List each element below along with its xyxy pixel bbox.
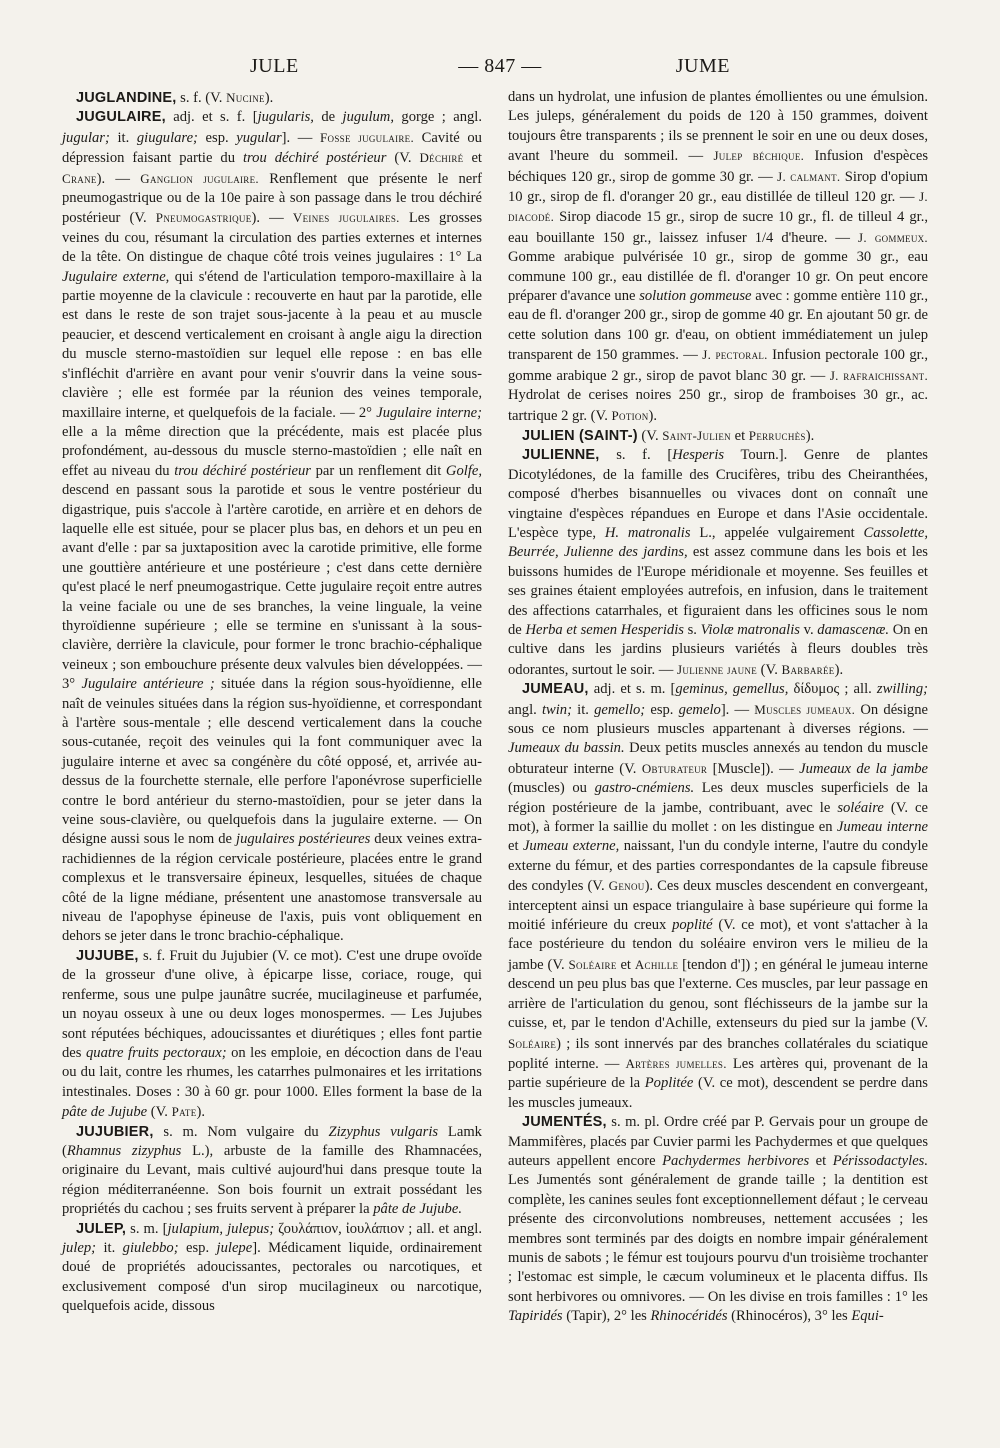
italic-text: jugular; [62,129,110,146]
small-caps-text: Pneumogastrique [155,210,252,226]
headword: JULIENNE, [522,447,600,464]
entry-julep [62,1220,482,1317]
entry-text: ) ; ils sont innervés par des branches collatérales du sciatique poplité interne. — [508,1035,928,1072]
entry-text: (Rhinocéros), 3° les [727,1308,852,1325]
italic-text: poplité [672,917,713,934]
right-column [508,88,928,1327]
italic-text: Poplitée [644,1075,694,1092]
header-left-guideword: JULE [250,55,299,77]
italic-text: Golfe, [445,462,482,479]
italic-text: julepe [216,1239,253,1256]
small-caps-text: Artères jumelles. [625,1055,727,1071]
entry-text: ζουλάπιον, ἰουλάπιον ; all. et angl. [274,1220,482,1237]
italic-text: julep; [62,1239,97,1256]
entry-text: située dans la région sous-hyoïdienne, elle naît de veinules situées dans la région sus-hyoïdienne, et correspondant à l'artère sous-mentale ; elle descend verticalement dans la couche sous-cutanée, reçoit des veinules qui la font communiquer avec la jugulaire interne et avec sa congénère du côté opposé, et, arrivée au-dessus de la fourchette sternale, elle perfore l'aponévrose superficielle contre le bord antérieur du sterno-mastoïdien, pour se jeter dans la veine sous-clavière, ou quelquefois dans la jugulaire externe. — On désigne aussi sous le nom de [62,676,482,848]
header-right-guideword: JUME [675,55,730,77]
italic-text: pâte de Jujube [62,1104,148,1121]
small-caps-text: Crane [62,170,97,186]
small-caps-text: Achille [634,956,679,972]
entry-text: Tourn.]. Genre de plantes Dicotylédones, de la famille des Crucifères, tribu des Cheiranthées, composé d'herbes bisannuelles ou vivaces dont on connaît une vingtaine d'espèces répandues en Europe et dans l'Asie occidentale. L'espèce type, [508,447,928,541]
italic-text: Hesperis [672,447,725,464]
entry-text: angl. [508,701,542,718]
italic-text: trou déchiré postérieur [242,150,387,167]
entry-text: s. f. (V. [176,90,227,106]
italic-text: giulebbo; [122,1239,179,1256]
italic-text: pâte de Jujube. [373,1201,462,1218]
entry-text: esp. [178,1239,217,1256]
entry-text: s. m. [ [126,1220,168,1237]
italic-text: Rhinocéridés [650,1308,728,1325]
entry-text: it. [109,129,137,146]
entry-text: ). Ces deux muscles descendent en convergeant, interceptent ainsi un espace triangulaire à base supérieure qui forme la moitié inférieure du creux [508,878,928,934]
italic-text: H. matronalis [604,524,691,541]
entry-text: Lamk ( [62,1123,482,1159]
entry-text: elle a la même direction que la précédente, mais est placée plus profondément, au-dessous du muscle sterno-mastoïdien ; elle naît en effet au niveau du [62,423,482,479]
entry-text: s. [683,621,701,638]
entry-text: dans un hydrolat, une infusion de plantes émollientes ou une émulsion. Les juleps, généralement du poids de 120 à 150 grammes, doivent toujours être transparents ; ils se prennent le soir en une ou deux doses, avant l'heure du sommeil. — [508,89,928,165]
entry-text: deux veines extra-rachidiennes de la région cervicale postérieure, placées entre le grand complexus et le transversaire épineux, lesquelles, situées de chaque côté de la ligne médiane, présentent une anastomose transversale au niveau de l'apophyse épineuse de l'axis, puis vont obliquement en dehors se jeter dans le tronc brachio-céphalique. [62,831,482,945]
small-caps-text: Muscles jumeaux. [754,701,856,717]
italic-text: Jugulaire interne; [376,404,482,421]
italic-text: Violæ matronalis [700,621,800,638]
entry-text: gorge ; angl. [394,109,483,126]
italic-text: Pachydermes herbivores [662,1152,810,1169]
italic-text: quatre fruits pectoraux; [85,1044,227,1061]
running-header [60,55,940,85]
entry-text: et [508,838,523,855]
entry-julien [508,426,928,446]
italic-text: Cassolette, Beurrée, Julienne des jardins, [508,524,928,561]
small-caps-text: Déchiré [419,150,464,166]
entry-text: (V. [637,427,663,444]
italic-text: geminus, gemellus, [675,681,789,698]
small-caps-text: Pate [171,1104,197,1120]
entry-text: Renflement que présente le nerf pneumogastrique ou de la 10e paire à son passage dans le trou déchiré postérieur (V. [62,170,483,227]
entry-text: esp. [197,129,237,146]
entry-text: L., appelée vulgairement [690,524,864,541]
entry-text: qui s'étend de l'articulation temporo-maxillaire à la partie moyenne de la clavicule : recouverte en haut par la parotide, elle est dans le reste de son trajet sous-jacente à la peau et au muscle peaucier, et descend verticalement en croisant à angle aigu la direction du muscle sterno-mastoïdien sur lequel elle repose : en bas elle s'infléchit d'arrière en avant pour venir s'ouvrir dans la veine sous-clavière ; elle est formée par la réunion des veines temporale, maxillaire interne, et quelquefois de la faciale. — 2° [62,268,482,421]
entry-text: (V. [147,1104,172,1121]
italic-text: Jumeaux de la jambe [799,760,928,777]
entry-text: (V. [386,150,420,167]
entry-text: ]. — [720,701,755,718]
entry-text: et [616,956,635,973]
entry-text: Gomme arabique pulvérisée 10 gr., sirop de gomme 30 gr., eau commune 100 gr., eau distillée de fl. d'oranger 10 gr. On peut encore préparer d'avance une [508,249,928,305]
small-caps-text: Potion [611,407,649,423]
small-caps-text: Veines jugulaires. [292,210,400,226]
italic-text: giugulare; [136,129,198,146]
entry-text: avec : gomme entière 110 gr., eau de fl. d'oranger 200 gr., sirop de gomme 40 gr. En ajoutant 50 gr. de cette solution dans 100 gr. d'eau, on obtient immédiatement un julep transparent de 150 grammes. — [508,288,928,364]
entry-julienne [508,446,928,680]
italic-text: Rhamnus zizyphus [66,1142,182,1159]
entry-text: esp. [645,701,679,718]
entry-text: ). [264,90,274,106]
entry-text: (Tapir), 2° les [562,1308,651,1325]
entry-text: Infusion d'espèces béchiques 120 gr., sirop de gomme 30 gr. — [508,148,928,185]
entry-juglandine [62,88,482,108]
entry-text: ]. Médicament liquide, ordinairement doué de propriétés adoucissantes, pectorales ou narcotiques, et exclusivement composé d'un sirop mucilagineux ou narcotique, quelquefois acide, dissous [62,1239,482,1315]
entry-text: ). [805,427,815,444]
entry-text: it. [571,701,595,718]
italic-text: julapium, julepus; [167,1220,275,1237]
entry-text: par un renflement dit [310,462,446,479]
entry-text: Infusion pectorale 100 gr., gomme arabique 2 gr., sirop de pavot blanc 30 gr. — [508,347,929,384]
small-caps-text: Obturateur [641,760,708,776]
italic-text: Périssodactyles. [832,1152,928,1169]
italic-text: twin; [541,701,572,718]
entry-jugulaire [62,108,482,946]
small-caps-text: Julep béchique. [713,148,805,164]
entry-text: s. m. pl. Ordre créé par P. Gervais pour un groupe de Mammifères, placés par Cuvier parmi les Pachydermes et que quelques auteurs appellent encore [508,1114,928,1169]
small-caps-text: J. calmant. [777,168,841,184]
entry-text: [Muscle]). — [707,760,800,777]
italic-text: Equi- [851,1308,884,1325]
entry-jumeau [508,680,928,1113]
entry-text: on les emploie, en décoction dans de l'eau ou du lait, contre les rhumes, les catarrhes pulmonaires et les irritations intestinales. Doses : 30 à 60 gr. pour 1000. Elles forment la base de la [62,1044,483,1100]
italic-text: Tapiridés [508,1308,563,1325]
small-caps-text: J. rafraichissant. [829,367,928,383]
italic-text: jugulum, [342,109,394,126]
headword: JUGLANDINE, [76,90,177,106]
entry-text: Les Jumentés sont généralement de grande taille ; la dentition est complète, les canines seules font exceptionnellement défaut ; le cerveau présente des circonvolutions nombreuses, nettement accusées ; les membres sont terminés par des doigts en nombre impair généralement munis de sabots ; le fémur est toujours pourvu d'un troisième trochanter ; l'estomac est simple, le cæcum volumineux et le placenta diffus. Ils sont herbivores ou omnivores. — On les divise en trois familles : 1° les [508,1172,928,1305]
entry-text: ). [648,407,658,424]
entry-text: Sirop diacode 15 gr., sirop de sucre 10 gr., fl. de tilleul 4 gr., eau bouillante 150 gr., laissez infuser 1/4 d'heure. — [508,209,928,246]
small-caps-text: J. pectoral. [702,347,768,363]
entry-text: Cavité ou dépression faisant partie du [62,129,482,167]
entry-jujubier [62,1123,482,1220]
small-caps-text: Perruchès [748,427,806,443]
small-caps-text: J. diacodé. [508,189,928,225]
entry-text: Les artères qui, provenant de la partie supérieure de la [508,1055,928,1092]
small-caps-text: Soléaire [508,1035,557,1051]
italic-text: Jumeau interne [836,819,928,836]
small-caps-text: Saint-Julien [662,427,731,443]
entry-text: Sirop d'opium 10 gr., sirop de fl. d'oranger 20 gr., eau distillée de tilleul 120 gr. — [508,168,928,206]
entry-julep-cont [508,88,928,426]
small-caps-text: Genou [608,878,645,894]
headword: JULIEN (SAINT-) [522,427,638,444]
entry-text: (V. ce mot), descendent se perdre dans les muscles jumeaux. [508,1075,928,1111]
italic-text: Jugulaire antérieure ; [81,676,215,693]
small-caps-text: Barbarée [781,661,835,677]
headword: JULEP, [76,1220,127,1237]
italic-text: damascenæ. [817,621,890,638]
entry-text: v. [799,621,818,638]
entry-text: et [809,1152,833,1169]
entry-text: δίδυμος ; all. [788,681,877,698]
entry-text: [tendon d']) ; en général le jumeau interne descend un peu plus bas que l'externe. Ces muscles, par leur passage en arrière de l'articulation du genou, sont fléchisseurs de la jambe sur la cuisse, et, par le tendon d'Achille, extenseurs du pied sur la jambe (V. [508,956,928,1032]
headword: JUMENTÉS, [522,1114,607,1131]
entry-text: s. m. Nom vulgaire du [153,1123,329,1140]
small-caps-text: J. gommeux. [858,229,928,245]
entry-text: s. f. [ [599,447,673,464]
entry-text: et [730,427,749,444]
entry-text: ]. — [281,129,321,146]
page-number: — 847 — [458,55,542,77]
entry-text: Hydrolat de cerises noires 250 gr., sirop de framboises 30 gr., ac. tartrique 2 gr. (V. [508,387,928,424]
italic-text: Zizyphus vulgaris [328,1123,439,1140]
entry-text: (V. ce mot), à former la saillie du mollet : on les distingue en [508,799,928,836]
italic-text: gemello; [594,701,646,718]
italic-text: yugular [236,129,282,146]
headword: JUMEAU, [522,681,589,698]
italic-text: solution gommeuse [639,288,752,305]
entry-text: descend en passant sous la parotide et sous le ventre postérieur du digastrique, puis s'accole à l'artère carotide, en arrière et en dehors de laquelle elle est située, pour se placer plus bas, en dehors et un peu en avant d'elle : par sa juxtaposition avec la carotide primitive, elle forme une gouttière antérieure et une postérieure ; c'est dans cette dernière qu'est placé le nerf pneumogastrique. Cette jugulaire reçoit entre autres la veine faciale ou une de ses branches, la veine linguale, la veine thyroïdienne supérieure ; elle se termine en s'unissant à la sous-clavière, derrière la clavicule, pour former le tronc brachio-céphalique veineux ; son embouchure présente deux valvules bien développées. — 3° [62,482,482,693]
entry-text: ). [196,1104,206,1121]
entry-text: On en cultive dans les jardins plusieurs variétés à fleurs doubles très odorantes, surtout le soir. — [508,621,928,678]
italic-text: Jumeaux du bassin. [508,740,625,757]
entry-text: Deux petits muscles annexés au tendon du muscle obturateur interne (V. [508,740,928,777]
italic-text: jugularis, [257,109,314,126]
entry-text: naissant, l'un du condyle interne, l'autre du condyle externe du fémur, et des parties correspondantes de la capsule fibreuse des condyles (V. [508,838,929,895]
entry-text: ). — [251,210,293,227]
entry-text: de [313,109,343,126]
small-caps-text: Ganglion jugulaire. [140,170,259,186]
entry-text: (V. [757,661,782,678]
italic-text: Jumeau externe, [522,838,620,855]
italic-text: zwilling; [876,681,928,698]
entry-text: adj. et s. m. [ [588,681,676,698]
entry-text: et [463,150,482,167]
italic-text: soléaire [837,799,884,816]
entry-text: (muscles) ou [508,780,595,797]
headword: JUGULAIRE, [76,109,166,126]
small-caps-text: Nucine [226,90,265,105]
entry-text: est assez commune dans les bois et les buissons humides de l'Europe méridionale et moyenne. Ses feuilles et ses graines étaient employées autrefois, en infusion, dans le traitement des affections catarrhales, et figuraient dans les officines sous le nom de [508,544,928,638]
entry-jujube [62,947,482,1123]
italic-text: Herba et semen Hesperidis [525,621,684,638]
small-caps-text: Soléaire [568,956,617,972]
entry-text: Les deux muscles superficiels de la région postérieure de la jambe, contribuant, avec le [508,780,928,816]
entry-text: (V. ce mot), et vont s'attacher à la face postérieure du tendon du soléaire environ vers le milieu de la jambe (V. [508,917,928,973]
entry-text: On désigne sous ce nom plusieurs muscles appartenant à diverses régions. — [508,701,928,737]
entry-text: Les grosses veines du cou, résumant la circulation des parties externes et internes de la tête. On distingue de chaque côté trois veines jugulaires : 1° La [62,210,482,266]
entry-jumentes [508,1113,928,1326]
italic-text: jugulaires postérieures [236,831,371,848]
entry-text: adj. et s. f. [ [165,109,258,126]
headword: JUJUBIER, [76,1123,154,1140]
italic-text: Jugulaire externe, [62,268,170,285]
italic-text: trou déchiré postérieur [174,462,311,479]
entry-text: L.), arbuste de la famille des Rhamnacées, originaire du Levant, mais cultivé aujourd'hui dans presque toute la région méditerranéenne. Son bois fournit un extrait possédant les propriétés du cachou ; ses fruits servent à préparer la [62,1142,482,1218]
entry-text: ). — [96,170,141,187]
small-caps-text: Fosse jugulaire. [320,129,415,145]
left-column [62,88,482,1317]
italic-text: gemelo [678,701,721,718]
entry-text: it. [96,1239,123,1256]
entry-text: s. f. Fruit du Jujubier (V. ce mot). C'est une drupe ovoïde de la grosseur d'une olive, à épicarpe lisse, coriace, rouge, qui renferme, sous une pulpe jaunâtre sucrée, mucilagineuse et parfumée, un noyau osseux à une ou deux loges monospermes. — Les Jujubes sont réputées béchiques, adoucissantes et diurétiques ; elles font partie des [62,947,482,1061]
entry-text: ). [834,661,844,678]
headword: JUJUBE, [76,947,139,964]
italic-text: gastro-cnémiens. [594,780,695,797]
small-caps-text: Julienne jaune [677,661,758,677]
